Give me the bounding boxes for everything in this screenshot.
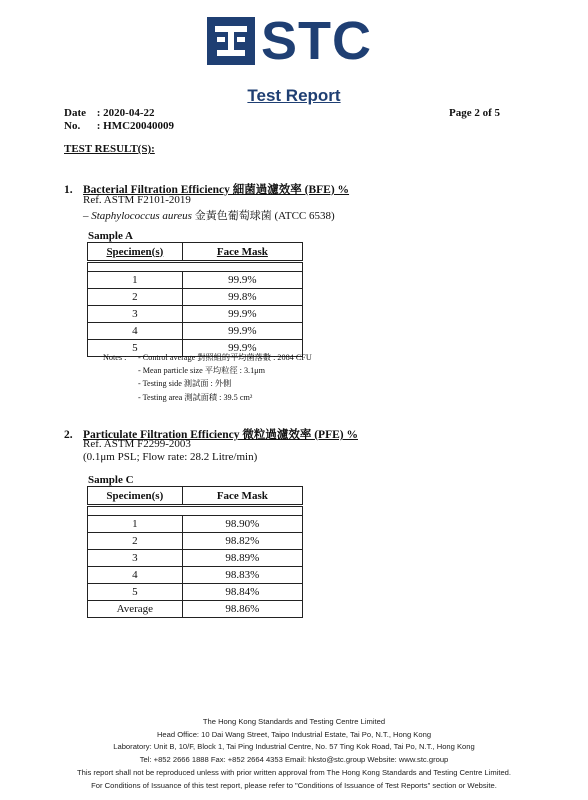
specimen-cell: 1 [88, 272, 183, 289]
bfe-organism-rest: 金黃色葡萄球菌 (ATCC 6538) [191, 210, 335, 222]
date-label: Date [64, 107, 86, 119]
bfe-notes [138, 351, 312, 404]
footer-reproduction-notice: This report shall not be reproduced unless with prior written approval from The Hong Kong Standards and Testing Centre Limited. [76, 767, 512, 777]
note-particle-size: - Mean particle size 平均粒徑 : 3.1μm [138, 366, 265, 376]
date-line [64, 107, 155, 119]
specimen-cell: 4 [88, 567, 183, 584]
face-mask-column-header: Face Mask [182, 487, 302, 506]
value-cell: 98.84% [182, 584, 302, 601]
value-cell: 99.9% [182, 272, 302, 289]
report-number-label: No. [64, 120, 81, 132]
bfe-reference: Ref. ASTM F2101-2019 [83, 194, 191, 206]
test-results-heading: TEST RESULT(S): [64, 143, 155, 155]
specimen-cell: Average [88, 601, 183, 618]
specimen-cell: 5 [88, 340, 183, 357]
table-header-row [88, 243, 303, 262]
value-cell: 98.86% [182, 601, 302, 618]
page-title: Test Report [247, 86, 341, 105]
specimen-cell: 1 [88, 516, 183, 533]
table-row-average [88, 601, 303, 618]
note-control-average: - Control average 對照組的平均菌落數 : 2084 CFU [138, 353, 312, 362]
bfe-title: Bacterial Filtration Efficiency 細菌過濾效率 (BFE) % [83, 184, 350, 196]
footer-conditions-notice: For Conditions of Issuance of this test report, please refer to "Conditions of Issuance of Test Reports" section or Website. [91, 780, 497, 790]
value-cell: 98.82% [182, 533, 302, 550]
specimen-cell: 3 [88, 550, 183, 567]
table-row [88, 567, 303, 584]
value-cell: 99.9% [182, 340, 302, 357]
value-cell: 99.8% [182, 289, 302, 306]
specimen-cell: 4 [88, 323, 183, 340]
specimen-column-header: Specimen(s) [88, 243, 183, 262]
note-testing-area: - Testing area 測試面積 : 39.5 cm² [138, 392, 253, 402]
pfe-reference: Ref. ASTM F2299-2003 [83, 438, 191, 450]
specimen-cell: 5 [88, 584, 183, 601]
footer-contact: Tel: +852 2666 1888 Fax: +852 2664 4353 Email: hksto@stc.group Website: www.stc.group [139, 755, 449, 765]
table-row [88, 306, 303, 323]
face-mask-column-header: Face Mask [182, 243, 302, 262]
bfe-number: 1. [64, 184, 73, 196]
bfe-results-table [87, 242, 303, 357]
date-value: : 2020-04-22 [96, 107, 155, 119]
table-spacer [88, 506, 303, 516]
table-header-row [88, 487, 303, 506]
pfe-conditions: (0.1μm PSL; Flow rate: 28.2 Litre/min) [83, 451, 258, 463]
bfe-organism [83, 207, 335, 223]
stc-emblem-icon [207, 17, 255, 65]
bfe-organism-latin: Staphylococcus aureus [91, 210, 192, 222]
table-row [88, 289, 303, 306]
value-cell: 98.90% [182, 516, 302, 533]
bfe-organism-prefix: – [83, 210, 92, 222]
logo-text: STC [261, 11, 372, 71]
footer-laboratory: Laboratory: Unit B, 10/F, Block 1, Tai Ping Industrial Centre, No. 57 Ting Kok Road, Tai Po, N.T., Hong Kong [113, 742, 475, 752]
specimen-cell: 2 [88, 289, 183, 306]
table-row [88, 516, 303, 533]
note-testing-side: - Testing side 測試面 : 外側 [138, 379, 232, 389]
footer-head-office: Head Office: 10 Dai Wang Street, Taipo Industrial Estate, Tai Po, N.T., Hong Kong [156, 729, 432, 739]
value-cell: 99.9% [182, 323, 302, 340]
footer-company: The Hong Kong Standards and Testing Centre Limited [202, 717, 386, 726]
table-row [88, 272, 303, 289]
pfe-number: 2. [64, 429, 73, 441]
pfe-results-table [87, 486, 303, 618]
table-row [88, 584, 303, 601]
value-cell: 99.9% [182, 306, 302, 323]
report-number-line [64, 120, 174, 132]
footer [0, 716, 588, 792]
value-cell: 98.89% [182, 550, 302, 567]
specimen-column-header: Specimen(s) [88, 487, 183, 506]
sample-c-label: Sample C [88, 474, 134, 486]
value-cell: 98.83% [182, 567, 302, 584]
page-number: Page 2 of 5 [448, 107, 500, 119]
notes-label: Notes : [103, 353, 127, 362]
sample-a-label: Sample A [88, 230, 133, 242]
report-number-value: : HMC20040009 [96, 120, 175, 132]
stc-logo [207, 11, 387, 71]
specimen-cell: 2 [88, 533, 183, 550]
table-row [88, 550, 303, 567]
pfe-title: Particulate Filtration Efficiency 微粒過濾效率 (PFE) % [83, 429, 358, 441]
specimen-cell: 3 [88, 306, 183, 323]
table-spacer [88, 262, 303, 272]
table-row [88, 533, 303, 550]
table-row [88, 323, 303, 340]
